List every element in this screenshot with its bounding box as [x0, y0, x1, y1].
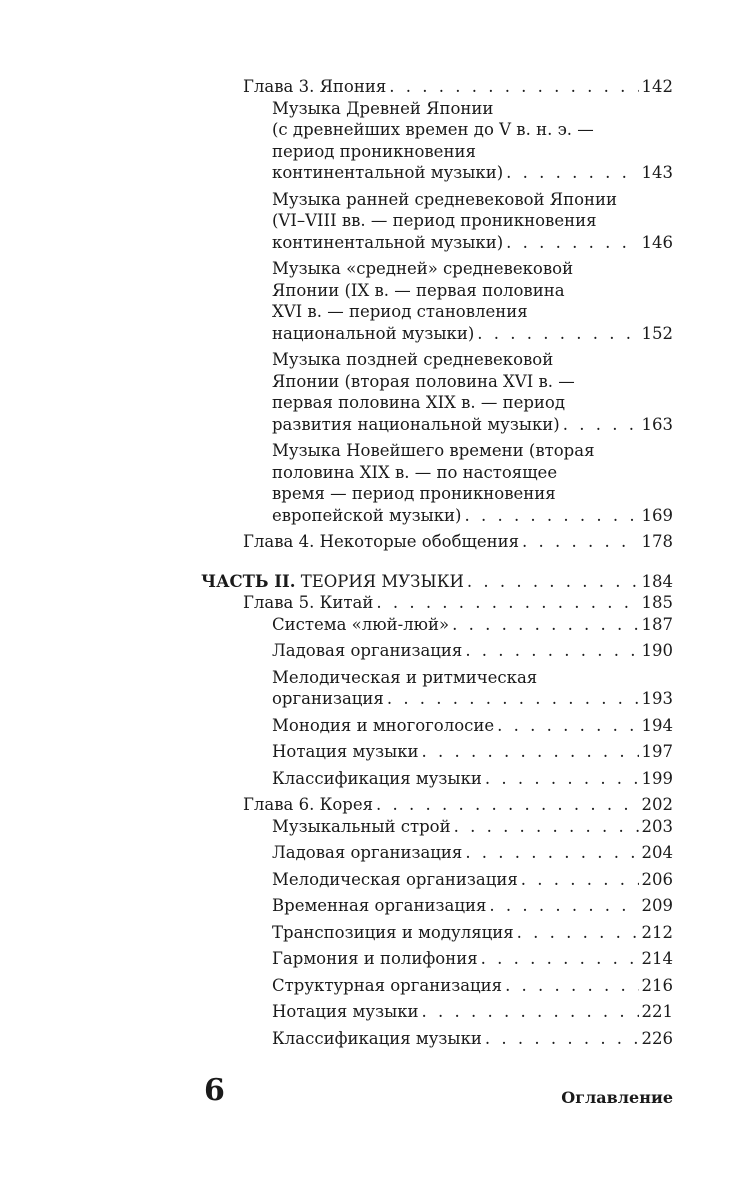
toc-entry-last-line — [272, 614, 673, 636]
toc-entry-last-line — [272, 768, 673, 790]
toc-entry-last-line — [272, 922, 673, 944]
dot-leader — [387, 688, 639, 710]
toc-entry-text-line: Музыка «средней» средневековой — [272, 259, 574, 278]
toc-entry-last-line — [243, 794, 673, 816]
dot-leader — [481, 948, 639, 970]
toc-section-entry — [272, 842, 673, 864]
toc-entry-title: Монодия и многоголосие — [272, 715, 495, 735]
toc-page-number: 226 — [641, 1028, 673, 1048]
toc-page-number: 193 — [641, 689, 673, 708]
toc-entry-title: Глава 4. Некоторые обобщения — [243, 532, 520, 551]
toc-section-entry — [272, 640, 673, 662]
toc-chapter-entry — [243, 794, 673, 816]
dot-leader — [506, 232, 638, 254]
dot-leader — [452, 614, 638, 636]
toc-entry-title: Структурная организация — [272, 975, 503, 995]
toc-entry-text-line: половина XIX в. — по настоящее — [272, 462, 558, 482]
toc-entry-title: организация — [272, 689, 384, 708]
toc-entry-title: развития национальной музыки) — [272, 414, 560, 434]
dot-leader — [454, 816, 639, 838]
toc-page-number: 199 — [641, 768, 673, 788]
dot-leader — [467, 571, 639, 593]
toc-chapter-entry — [243, 592, 673, 614]
toc-entry-title: Музыкальный строй — [272, 816, 451, 836]
toc-entry-text-line: (VI–VIII вв. — период проникновения — [272, 211, 597, 230]
toc-entry-title: Временная организация — [272, 896, 487, 915]
toc-entry-title: Транспозиция и модуляция — [272, 922, 514, 942]
toc-entry-title: Глава 5. Китай — [243, 593, 374, 612]
toc-section-entry — [272, 98, 673, 184]
dot-leader — [477, 323, 638, 345]
toc-chapter-entry — [243, 531, 673, 553]
toc-entry-text-line: Японии (вторая половина XVI в. — — [272, 371, 575, 391]
toc-entry-last-line — [272, 323, 673, 345]
toc-entry-last-line — [272, 1001, 673, 1023]
dot-leader — [422, 741, 639, 763]
toc-page-number: 204 — [641, 843, 673, 862]
toc-page-number: 163 — [641, 414, 673, 434]
dot-leader — [465, 842, 638, 864]
dot-leader — [497, 715, 638, 737]
dot-leader — [376, 592, 638, 614]
toc-entry-title: континентальной музыки) — [272, 232, 504, 252]
toc-entry-last-line — [272, 948, 673, 970]
toc-entry-title: Гармония и полифония — [272, 949, 478, 968]
toc-entry-text-line: Японии (IX в. — первая половина — [272, 280, 565, 300]
toc-page-number: 194 — [641, 715, 673, 735]
toc-page-number: 187 — [641, 614, 673, 634]
toc-section-entry — [272, 189, 673, 254]
dot-leader — [522, 531, 638, 553]
toc-entry-last-line — [272, 869, 673, 891]
toc-entry-text-line: XVI в. — период становления — [272, 302, 528, 321]
dot-leader — [506, 162, 638, 184]
dot-leader — [465, 640, 638, 662]
toc-page-number: 202 — [641, 795, 673, 814]
toc-page-number: 184 — [641, 571, 673, 591]
toc-entry-last-line — [243, 592, 673, 614]
toc-section-entry — [272, 1001, 673, 1023]
toc-entry-last-line — [272, 715, 673, 737]
toc-section-entry — [272, 349, 673, 435]
toc-entry-title: Классификация музыки — [272, 1028, 482, 1048]
toc-entry-last-line — [272, 1028, 673, 1050]
dot-leader — [489, 895, 638, 917]
toc-entry-title: Система «люй-люй» — [272, 614, 450, 634]
table-of-contents — [0, 76, 739, 1049]
toc-entry-title: Глава 3. Япония — [243, 77, 387, 96]
toc-entry-text-line: Музыка ранней средневековой Японии — [272, 189, 618, 209]
toc-section-entry — [272, 614, 673, 636]
toc-section-entry — [272, 768, 673, 790]
toc-entry-title: Нотация музыки — [272, 742, 419, 761]
toc-section-entry — [272, 1028, 673, 1050]
toc-section-entry — [272, 948, 673, 970]
toc-entry-text-line: Музыка Новейшего времени (вторая — [272, 441, 595, 460]
dot-leader — [505, 975, 638, 997]
toc-entry-text-line: первая половина XIX в. — период — [272, 393, 566, 412]
dot-leader — [485, 1028, 639, 1050]
toc-page-number: 214 — [641, 949, 673, 968]
toc-entry-last-line — [272, 895, 673, 917]
toc-entry-last-line — [243, 531, 673, 553]
toc-entry-text-line: (с древнейших времен до V в. н. э. — — [272, 120, 594, 139]
toc-section-entry — [272, 869, 673, 891]
toc-section-entry — [272, 895, 673, 917]
toc-entry-last-line — [272, 816, 673, 838]
toc-entry-last-line — [272, 162, 673, 184]
toc-entry-last-line — [272, 232, 673, 254]
toc-part-entry — [201, 571, 673, 593]
toc-section-entry — [272, 922, 673, 944]
toc-part-label: ЧАСТЬ II. — [201, 571, 296, 591]
dot-leader — [563, 414, 639, 436]
toc-entry-title: Классификация музыки — [272, 768, 482, 788]
toc-section-entry — [272, 715, 673, 737]
toc-entry-title: ТЕОРИЯ МУЗЫКИ — [300, 571, 464, 591]
dot-leader — [517, 922, 639, 944]
toc-entry-title: Нотация музыки — [272, 1002, 419, 1021]
toc-entry-title: Ладовая организация — [272, 641, 463, 660]
toc-page-number: 221 — [641, 1002, 673, 1021]
toc-page-number: 143 — [641, 163, 673, 182]
toc-entry-title: европейской музыки) — [272, 505, 462, 525]
toc-page-number: 152 — [641, 323, 673, 343]
toc-entry-last-line — [201, 571, 673, 593]
toc-page-number: 216 — [641, 975, 673, 995]
toc-entry-title: Ладовая организация — [272, 843, 463, 862]
toc-page-number: 169 — [641, 505, 673, 525]
toc-section-entry — [272, 667, 673, 710]
toc-section-entry — [272, 258, 673, 344]
toc-entry-last-line — [272, 688, 673, 710]
dot-leader — [376, 794, 638, 816]
toc-page-number: 203 — [641, 816, 673, 836]
toc-entry-title: национальной музыки) — [272, 323, 475, 343]
toc-entry-title: континентальной музыки) — [272, 163, 504, 182]
toc-section-entry — [272, 816, 673, 838]
toc-entry-last-line — [272, 975, 673, 997]
toc-entry-last-line — [243, 76, 673, 98]
dot-leader — [485, 768, 639, 790]
toc-entry-last-line — [272, 414, 673, 436]
toc-entry-last-line — [272, 640, 673, 662]
dot-leader — [521, 869, 639, 891]
toc-page-number: 146 — [641, 232, 673, 252]
toc-entry-title: Глава 6. Корея — [243, 795, 374, 814]
toc-page-number: 212 — [641, 922, 673, 942]
toc-entry-text-line: время — период проникновения — [272, 484, 556, 503]
page-number: 6 — [204, 1073, 225, 1108]
dot-leader — [389, 76, 638, 98]
toc-chapter-entry — [243, 76, 673, 98]
toc-entry-title: Мелодическая организация — [272, 869, 518, 889]
toc-page-number: 142 — [641, 77, 673, 96]
toc-entry-last-line — [272, 741, 673, 763]
toc-page-number: 185 — [641, 593, 673, 612]
toc-entry-last-line — [272, 842, 673, 864]
toc-entry-text-line: Музыка поздней средневековой — [272, 350, 554, 369]
toc-page-number: 197 — [641, 742, 673, 761]
toc-entry-last-line — [272, 505, 673, 527]
toc-entry-text-line: Музыка Древней Японии — [272, 98, 494, 118]
toc-section-entry — [272, 741, 673, 763]
toc-page-number: 190 — [641, 641, 673, 660]
toc-page-number: 209 — [641, 896, 673, 915]
dot-leader — [422, 1001, 639, 1023]
dot-leader — [464, 505, 638, 527]
toc-section-entry — [272, 440, 673, 526]
toc-page-number: 178 — [641, 532, 673, 551]
toc-page-number: 206 — [641, 869, 673, 889]
toc-entry-text-line: Мелодическая и ритмическая — [272, 667, 538, 687]
toc-section-entry — [272, 975, 673, 997]
toc-entry-text-line: период проникновения — [272, 141, 476, 161]
running-title: Оглавление — [561, 1088, 673, 1107]
